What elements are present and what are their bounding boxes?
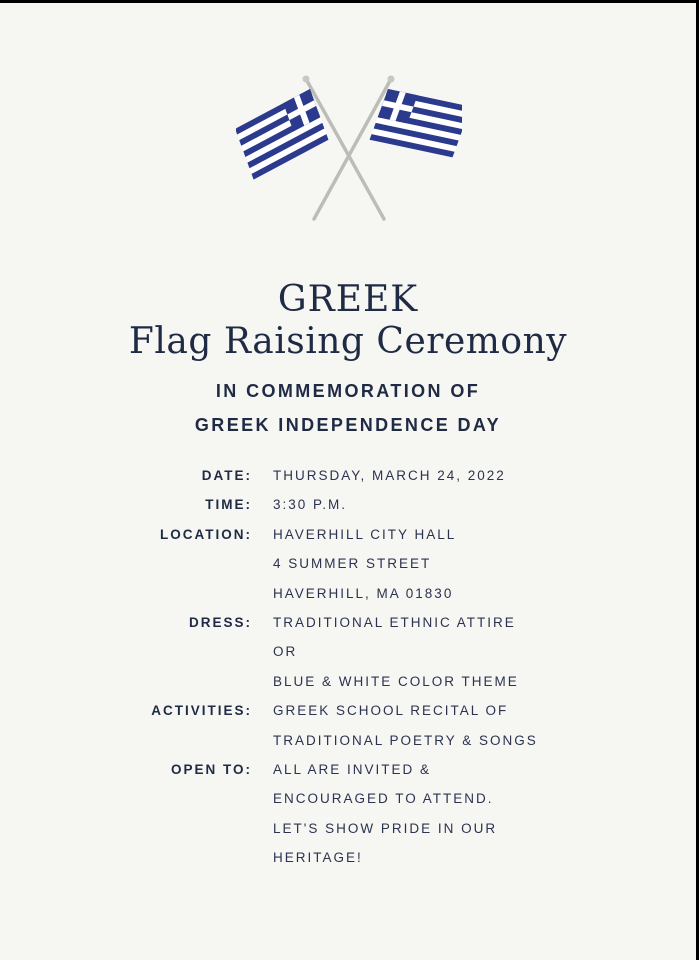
- open-to-value-line-3: LET'S SHOW PRIDE IN OUR: [273, 820, 498, 836]
- time-label: TIME:: [205, 497, 252, 513]
- location-label: LOCATION:: [160, 526, 252, 542]
- time-value: 3:30 P.M.: [273, 497, 348, 513]
- date-label: DATE:: [201, 468, 252, 483]
- detail-row-dress-2: [0, 637, 696, 666]
- dress-label: DRESS:: [188, 614, 252, 630]
- open-to-value-line-4: HERITAGE!: [273, 850, 363, 866]
- activities-label: ACTIVITIES:: [151, 703, 252, 719]
- flyer-page: [0, 3, 696, 960]
- detail-row-dress-3: [0, 667, 696, 696]
- open-to-value-line-1: ALL ARE INVITED &: [273, 761, 432, 777]
- detail-row-open-to-3: [0, 814, 696, 843]
- detail-row-location-3: [0, 579, 696, 608]
- detail-row-date: [0, 461, 696, 490]
- activities-value-line-1: GREEK SCHOOL RECITAL OF: [273, 703, 509, 719]
- detail-row-time: [0, 490, 696, 519]
- dress-value-line-1: TRADITIONAL ETHNIC ATTIRE: [273, 614, 516, 630]
- crossed-greek-flags-icon: [236, 71, 462, 225]
- subtitle-line-1: IN COMMEMORATION OF: [215, 381, 481, 401]
- event-details: [0, 461, 696, 872]
- title-line-2: Flag Raising Ceremony: [128, 321, 568, 362]
- subtitle-line-2: GREEK INDEPENDENCE DAY: [194, 415, 502, 435]
- dress-value-line-2: OR: [273, 644, 298, 660]
- detail-row-open-to: [0, 755, 696, 784]
- detail-row-activities-2: [0, 726, 696, 755]
- detail-row-open-to-4: [0, 843, 696, 872]
- open-to-label: OPEN TO:: [170, 761, 252, 777]
- location-value-line-1: HAVERHILL CITY HALL: [273, 526, 457, 542]
- dress-value-line-3: BLUE & WHITE COLOR THEME: [273, 673, 519, 689]
- location-value-line-2: 4 SUMMER STREET: [273, 556, 432, 572]
- detail-row-dress: [0, 608, 696, 637]
- detail-row-open-to-2: [0, 784, 696, 813]
- open-to-value-line-2: ENCOURAGED TO ATTEND.: [273, 791, 494, 807]
- detail-row-location: [0, 520, 696, 549]
- date-value: THURSDAY, MARCH 24, 2022: [273, 468, 506, 483]
- detail-row-location-2: [0, 549, 696, 578]
- activities-value-line-2: TRADITIONAL POETRY & SONGS: [273, 732, 538, 748]
- title-line-1: GREEK: [277, 279, 419, 320]
- location-value-line-3: HAVERHILL, MA 01830: [273, 585, 454, 601]
- detail-row-activities: [0, 696, 696, 725]
